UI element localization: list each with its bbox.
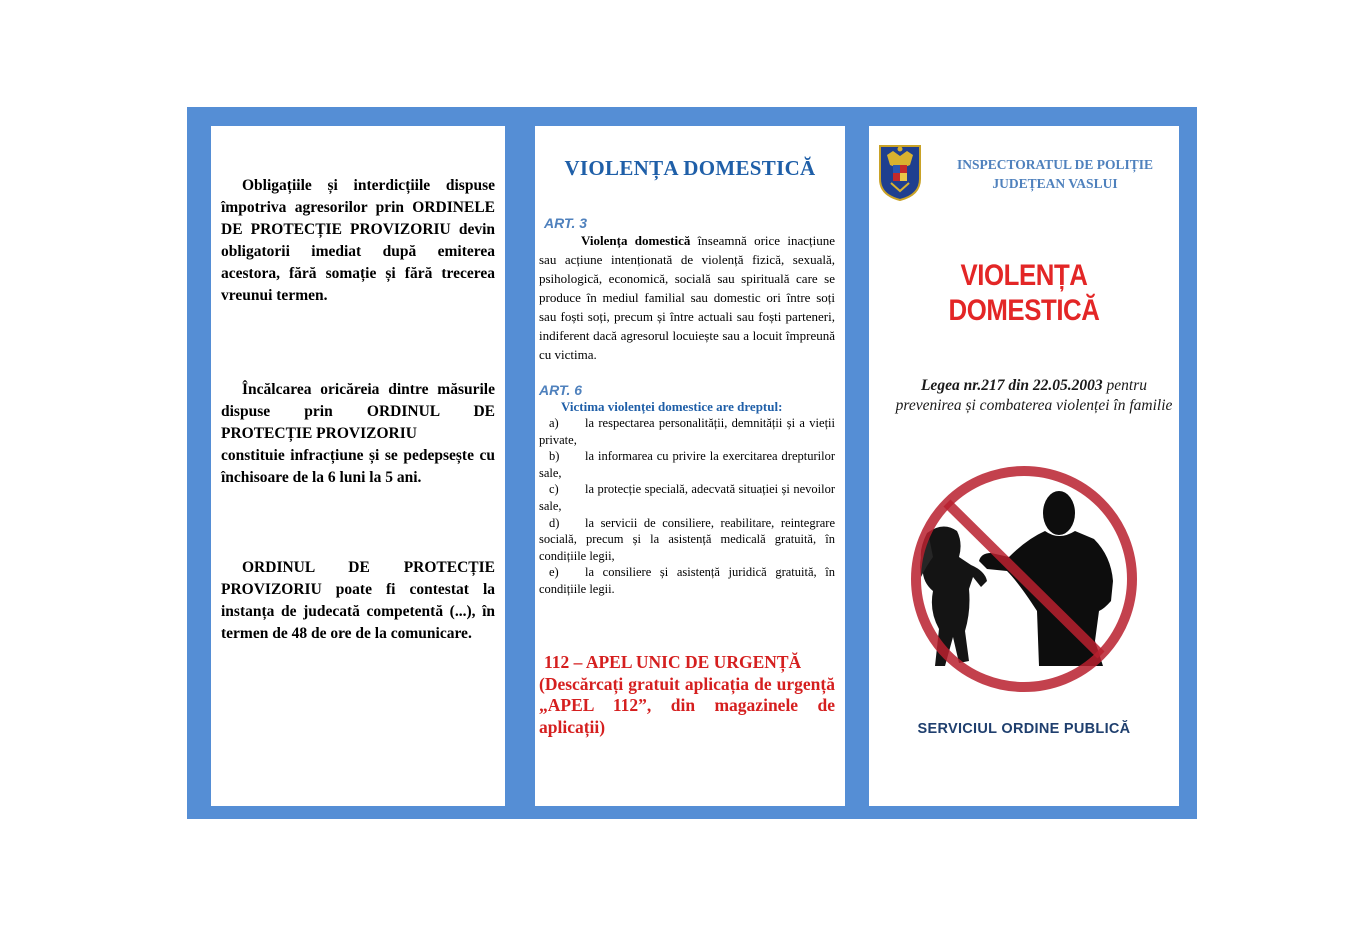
art6-label: ART. 6 xyxy=(539,382,583,398)
left-panel xyxy=(211,126,505,806)
right-panel xyxy=(869,126,1179,806)
art3-text: înseamnă orice inacțiune sau acțiune intenționată de violență fizică, sexuală, psihologică, economică, socială sau spirituală care se produce în mediul familial sau domestic ori între soți sau foști soți, precum și între actuali sau foști parteneri, indiferent dacă agresorul locuiește sau a locuit împreună cu victima. xyxy=(539,233,835,362)
emergency-line2: (Descărcați gratuit aplicația de urgență „APEL 112”, din magazinele de aplicații) xyxy=(539,673,835,737)
art6-intro: Victima violenței domestice are dreptul: xyxy=(561,399,783,414)
rights-list xyxy=(539,415,835,598)
no-violence-icon xyxy=(899,461,1149,701)
violation-text-b: constituie infracțiune și se pedepsește cu închisoare de la 6 luni la 5 ani. xyxy=(221,447,495,486)
contest-paragraph: ORDINUL DE PROTECȚIE PROVIZORIU poate fi contestat la instanța de judecată competentă (...), în termen de 48 de ore de la comunicare. xyxy=(221,559,495,642)
emergency-notice xyxy=(539,652,835,738)
emergency-line1: 112 – APEL UNIC DE URGENȚĂ xyxy=(544,652,802,672)
law-number: Legea nr.217 din 22.05.2003 xyxy=(920,377,1103,394)
section-title: VIOLENȚA DOMESTICĂ xyxy=(564,156,816,180)
art3-definition xyxy=(539,231,835,364)
middle-panel xyxy=(535,126,845,806)
cover-title-line2: DOMESTICĂ xyxy=(948,294,1100,327)
police-crest-icon xyxy=(879,143,921,201)
service-name: SERVICIUL ORDINE PUBLICĂ xyxy=(917,721,1131,737)
law-reference xyxy=(891,376,1177,415)
list-item: d) la servicii de consiliere, reabilitare, reintegrare socială, precum și la asistență medicală gratuită, în condițiile legii, xyxy=(539,515,835,563)
list-item: a) la respectarea personalității, demnității și a vieții private, xyxy=(539,416,835,447)
law-purpose: pentru prevenirea și combaterea violenței în familie xyxy=(895,377,1173,414)
art3-term: Violența domestică xyxy=(581,233,691,248)
org-line1: INSPECTORATUL DE POLIȚIE xyxy=(956,157,1154,172)
cover-title-line1: VIOLENȚA xyxy=(960,259,1088,292)
list-item: c) la protecție specială, adecvată situației și nevoilor sale, xyxy=(539,482,835,513)
cover-title xyxy=(929,258,1120,328)
art3-label: ART. 3 xyxy=(544,215,588,231)
list-item: e) la consiliere și asistență juridică gratuită, în condițiile legii. xyxy=(539,565,835,596)
order-obligations-paragraph: Obligațiile și interdicțiile dispuse împotriva agresorilor prin ORDINELE DE PROTECȚIE PROVIZORIU devin obligatorii imediat după emiterea acestora, fără somație și fără trecerea vreunui termen. xyxy=(221,177,495,304)
violation-paragraph xyxy=(221,379,495,489)
organization-name xyxy=(947,155,1163,193)
violation-text-a: Încălcarea oricăreia dintre măsurile dispuse prin ORDINUL DE PROTECȚIE PROVIZORIU xyxy=(221,381,495,442)
list-item: b) la informarea cu privire la exercitarea drepturilor sale, xyxy=(539,449,835,480)
org-line2: JUDEȚEAN VASLUI xyxy=(992,176,1118,191)
